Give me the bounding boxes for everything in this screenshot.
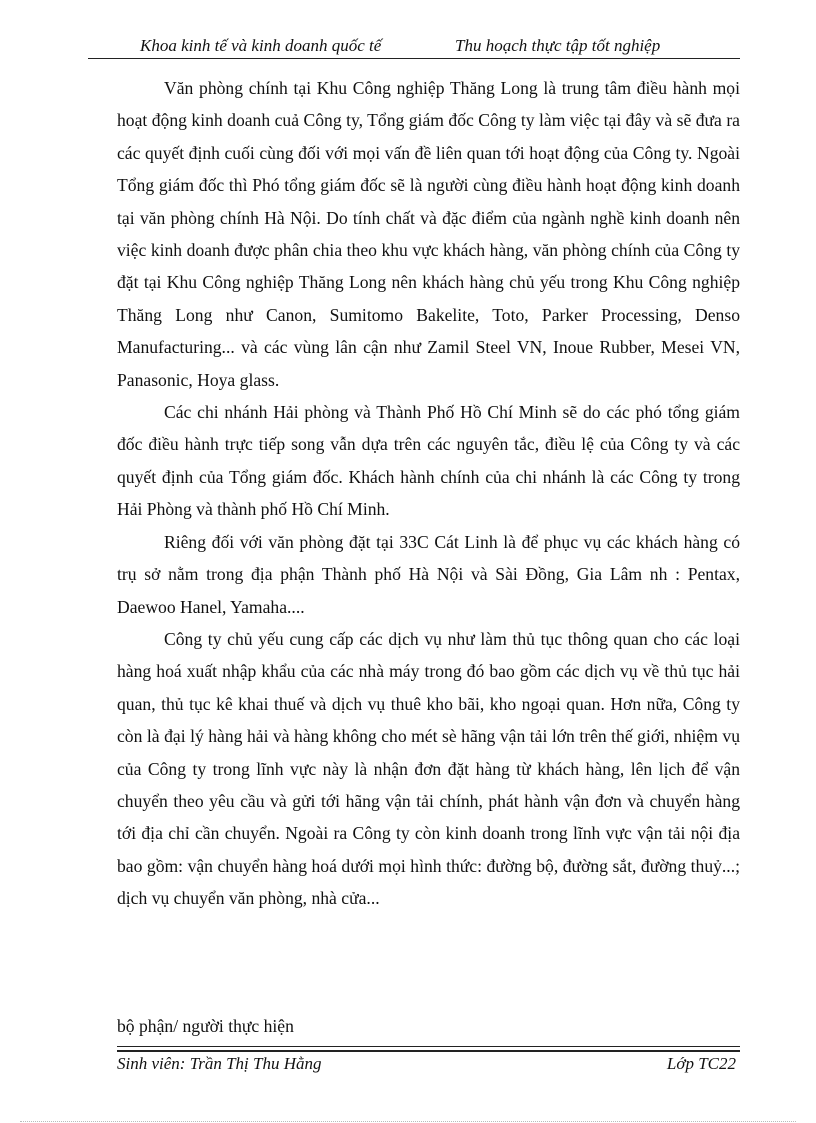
footer-divider-thin	[117, 1046, 740, 1047]
footer-class: Lớp TC22	[666, 1054, 736, 1073]
paragraph-cat-linh-office: Riêng đối với văn phòng đặt tại 33C Cát Linh là để phục vụ các khách hàng có trụ sở nằm trong địa phận Thành phố Hà Nội và Sài Đồng, Gia Lâm nh : Pentax, Daewoo Hanel, Yamaha....	[117, 531, 740, 617]
trailing-line: bộ phận/ người thực hiện	[117, 1016, 294, 1036]
footer-divider-thick	[117, 1050, 740, 1052]
paragraph-branches: Các chi nhánh Hải phòng và Thành Phố Hồ Chí Minh sẽ do các phó tổng giám đốc điều hành trực tiếp song vẫn dựa trên các nguyên tắc, điều lệ của Công ty và các quyết định của Tổng giám đốc. Khách hành chính của chi nhánh là các Công ty trong Hải Phòng và thành phố Hồ Chí Minh.	[117, 402, 740, 520]
paragraph-services: Công ty chủ yếu cung cấp các dịch vụ như làm thủ tục thông quan cho các loại hàng hoá xuất nhập khẩu của các nhà máy trong đó bao gồm các dịch vụ về thủ tục hải quan, thủ tục kê khai thuế và dịch vụ thuê kho bãi, kho ngoại quan. Hơn nữa, Công ty còn là đại lý hàng hải và hàng không cho mét sè hãng vận tải lớn trên thế giới, nhiệm vụ của Công ty trong lĩnh vực này là nhận đơn đặt hàng từ khách hàng, lên lịch để vận chuyển theo yêu cầu và gửi tới hãng vận tải chính, phát hành vận đơn và chuyển hàng tới địa chỉ cần chuyển. Ngoài ra Công ty còn kinh doanh trong lĩnh vực vận tải nội địa bao gồm: vận chuyển hàng hoá dưới mọi hình thức: đường bộ, đường sắt, đường thuỷ...; dịch vụ chuyển văn phòng, nhà cửa...	[117, 628, 740, 909]
page-edge-divider	[20, 1121, 796, 1122]
header-divider	[88, 58, 740, 59]
footer-student: Sinh viên: Trần Thị Thu Hằng	[117, 1054, 322, 1073]
paragraph-main-office: Văn phòng chính tại Khu Công nghiệp Thăng Long là trung tâm điều hành mọi hoạt động kinh doanh cuả Công ty, Tổng giám đốc Công ty làm việc tại đây và sẽ đưa ra các quyết định cuối cùng đối với mọi vấn đề liên quan tới hoạt động của Công ty. Ngoài Tổng giám đốc thì Phó tổng giám đốc sẽ là người cùng điều hành hoạt động kinh doanh tại văn phòng chính Hà Nội. Do tính chất và đặc điểm của ngành nghề kinh doanh nên việc kinh doanh được phân chia theo khu vực khách hàng, văn phòng chính của Công ty đặt tại Khu Công nghiệp Thăng Long nên khách hàng chủ yếu trong Khu Công nghiệp Thăng Long như Canon, Sumitomo Bakelite, Toto, Parker Processing, Denso Manufacturing... và các vùng lân cận như Zamil Steel VN, Inoue Rubber, Mesei VN, Panasonic, Hoya glass.	[117, 78, 740, 390]
page-header	[88, 34, 740, 58]
header-report-title: Thu hoạch thực tập tốt nghiệp	[455, 36, 661, 55]
body-text	[117, 72, 740, 915]
header-faculty: Khoa kinh tế và kinh doanh quốc tế	[140, 36, 382, 55]
page-footer	[117, 1054, 740, 1078]
